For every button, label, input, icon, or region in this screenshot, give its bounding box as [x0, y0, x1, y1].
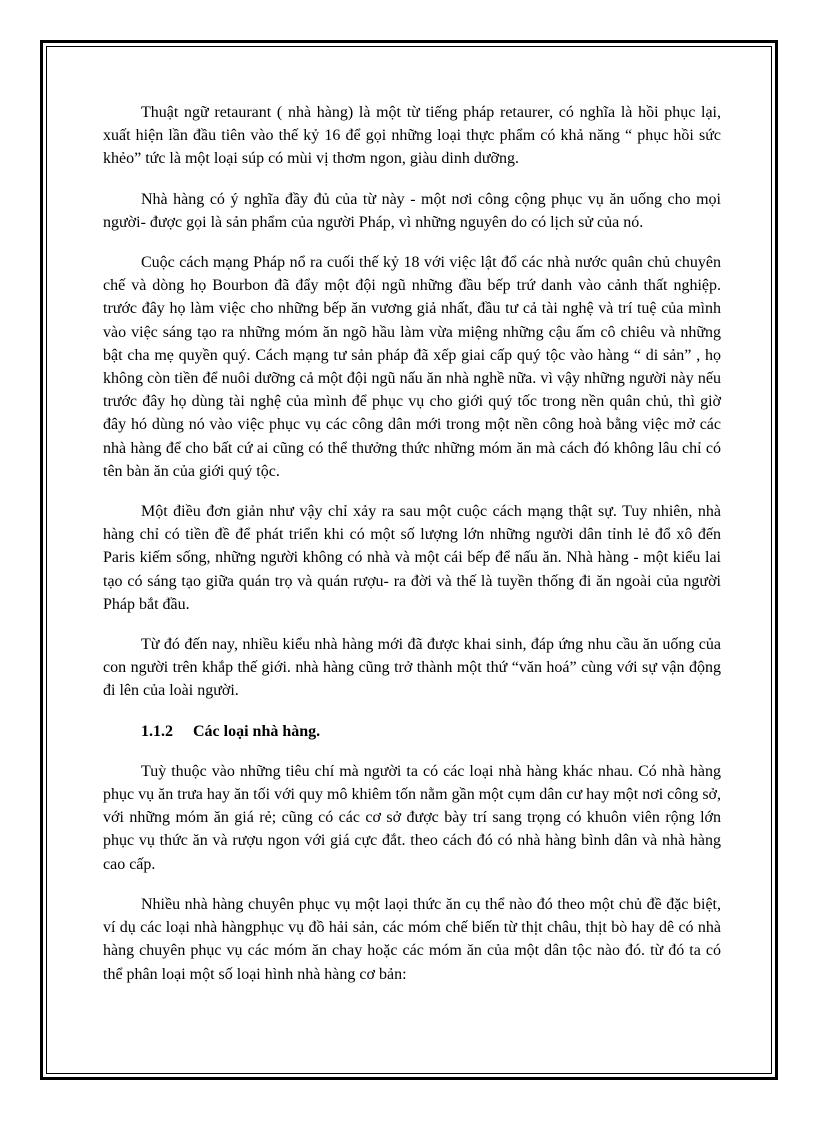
paragraph-revolution: Cuộc cách mạng Pháp nổ ra cuối thế kỷ 18 với việc lật đổ các nhà nước quân chủ chuyên chế và dòng họ Bourbon đã đẩy một đội ngũ những đầu bếp trứ danh vào cảnh thất nghiệp. trước đây họ làm việc cho những bếp ăn vương giả nhất, đầu tư cả tài nghệ và trí tuệ của mình vào việc sáng tạo ra những móm ăn ngõ hầu làm vừa miệng những cậu ấm cô chiêu và những bật cha mẹ quyền quý. Cách mạng tư sản pháp đã xếp giai cấp quý tộc vào hàng “ di sản” , họ không còn tiền để nuôi dưỡng cả một đội ngũ nấu ăn nhà nghề nữa. vì vậy những người này nếu trước đây họ dùng tài nghệ của mình để phục vụ cho giới quý tốc trong nền quân chủ, thì giờ đây hó dùng nó vào việc phục vụ các công dân mới trong một nền công hoà bằng việc mở các nhà hàng để cho bất cứ ai cũng có thể thưởng thức những móm ăn mà cách đó không lâu chỉ có tên bàn ăn của giới quý tộc.: [103, 254, 721, 480]
document-body: [103, 101, 721, 1003]
paragraph-paris: Một điều đơn giản như vậy chỉ xảy ra sau một cuộc cách mạng thật sự. Tuy nhiên, nhà hàng chỉ có tiền đề để phát triển khi có một số lượng lớn những người dân tỉnh lẻ đổ xô đến Paris kiếm sống, những người không có nhà và một cái bếp để nấu ăn. Nhà hàng - một kiểu lai tạo có sáng tạo giữa quán trọ và quán rượu- ra đời và thế là tuyền thống đi ăn ngoài của người Pháp bắt đầu.: [103, 503, 721, 613]
paragraph-specialty: Nhiều nhà hàng chuyên phục vụ một laọi thức ăn cụ thể nào đó theo một chủ đề đặc biệt, ví dụ các loại nhà hàngphục vụ đồ hải sản, các móm chế biến từ thịt châu, thịt bò hay dê có nhà hàng chuyên phục vụ các móm ăn chay hoặc các móm ăn của một dân tộc nào đó. từ đó ta có thể phân loại một số loại hình nhà hàng cơ bản:: [103, 895, 721, 983]
section-number: 1.1.2: [141, 722, 173, 740]
paragraph-criteria: Tuỳ thuộc vào những tiêu chí mà người ta có các loại nhà hàng khác nhau. Có nhà hàng phục vụ ăn trưa hay ăn tối với quy mô khiêm tốn nằm gần một cụm dân cư hay một nơi công sở, với những móm ăn giá rẻ; cũng có các cơ sở được bày trí sang trọng có khuôn viên rộng lớn phục vụ thức ăn và rượu ngon với giá cực đắt. theo cách đó có nhà hàng bình dân và nhà hàng cao cấp.: [103, 762, 721, 873]
section-heading: [103, 720, 721, 743]
section-title: Các loại nhà hàng.: [193, 722, 321, 740]
paragraph-origin: Thuật ngữ retaurant ( nhà hàng) là một từ tiếng pháp retaurer, có nghĩa là hồi phục lại, xuất hiện lần đầu tiên vào thế kỷ 16 để gọi những loại thực phẩm có khả năng “ phục hồi sức khẻo” tức là một loại súp có mùi vị thơm ngon, giàu dinh dưỡng.: [103, 104, 721, 168]
paragraph-today: Từ đó đến nay, nhiều kiểu nhà hàng mới đã được khai sinh, đáp ứng nhu cầu ăn uống của con người trên khắp thế giới. nhà hàng cũng trở thành một thứ “văn hoá” cùng với sự vận động đi lên của loài người.: [103, 636, 721, 700]
paragraph-meaning: Nhà hàng có ý nghĩa đầy đủ của từ này - một nơi công cộng phục vụ ăn uống cho mọi người- được gọi là sản phẩm của người Pháp, vì những nguyên do có lịch sử của nó.: [103, 190, 721, 231]
